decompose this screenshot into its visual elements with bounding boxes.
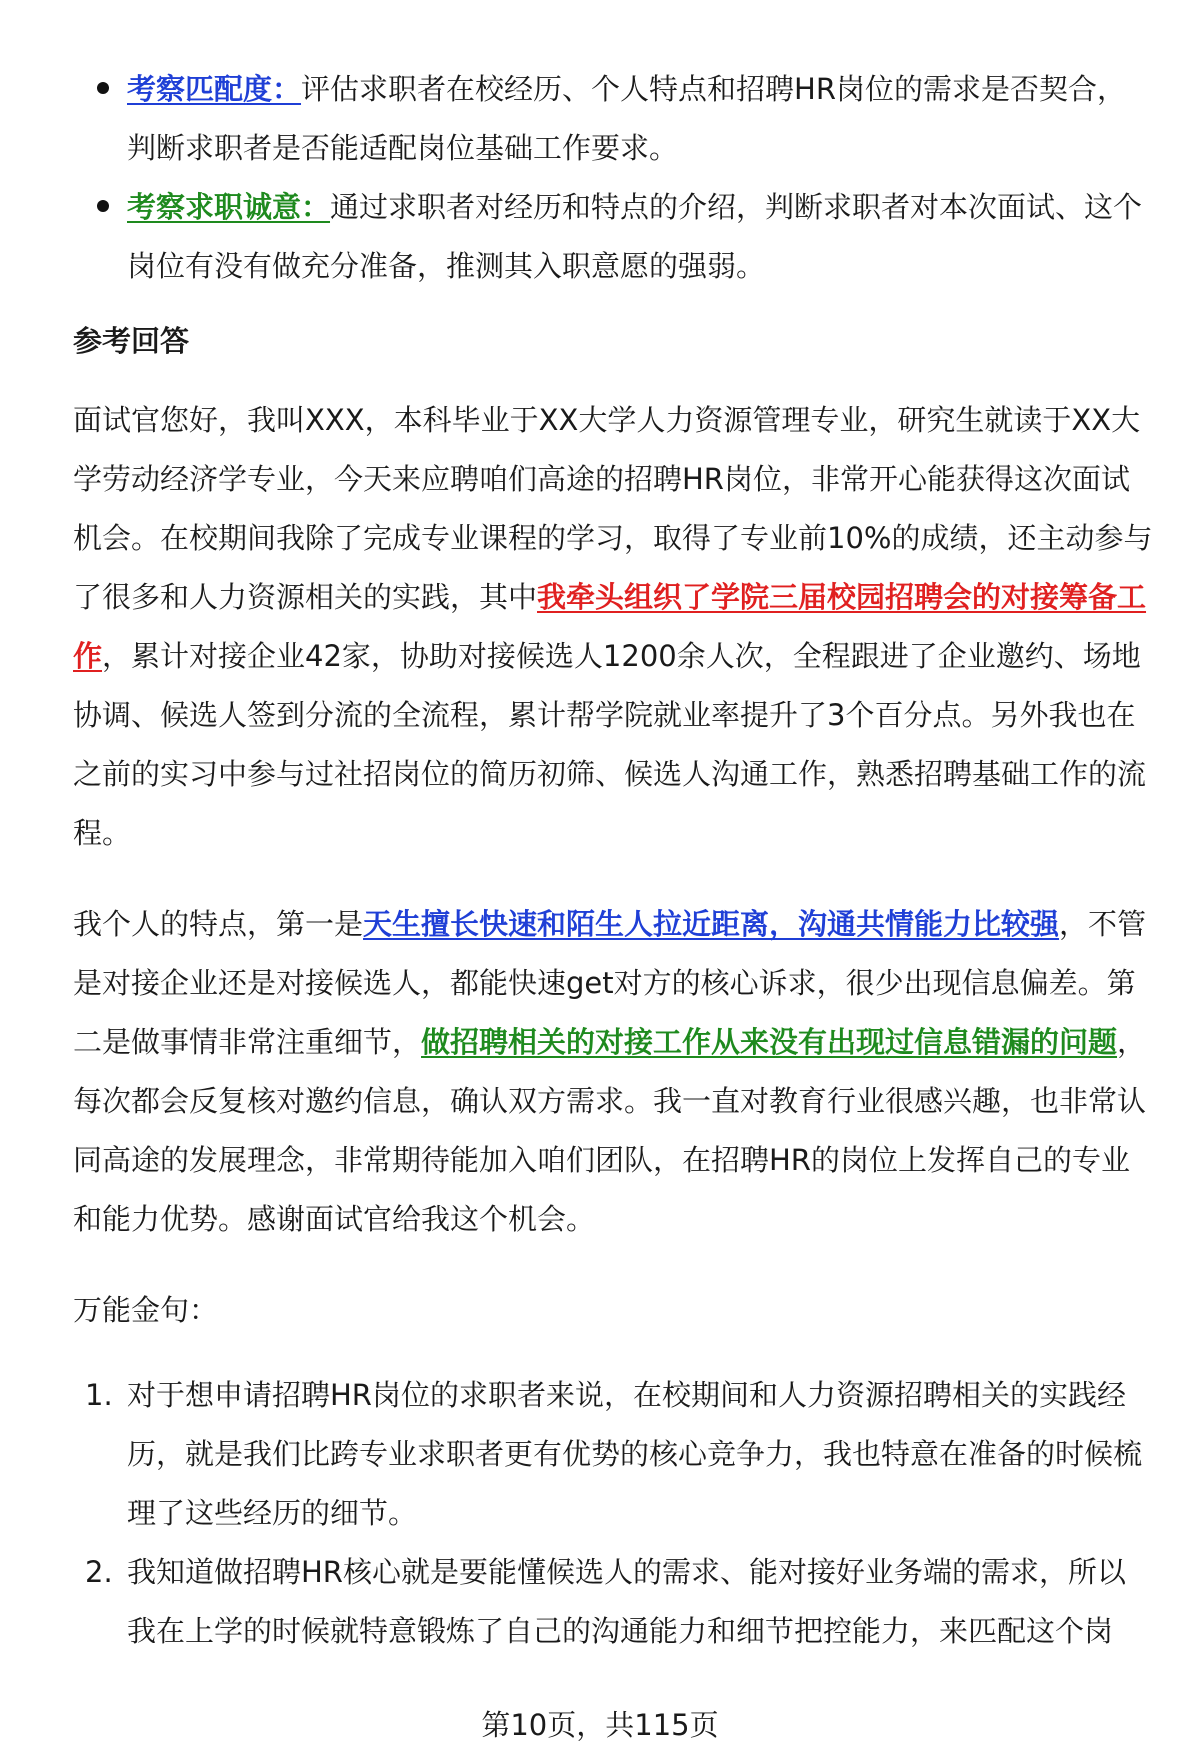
golden-sentences-list — [73, 1366, 1153, 1661]
list-item — [73, 178, 1153, 296]
list-item-text: 我知道做招聘HR核心就是要能懂候选人的需求、能对接好业务端的需求，所以我在上学的时候就特意锻炼了自己的沟通能力和细节把控能力，来匹配这个岗 — [127, 1555, 1126, 1648]
answer-text: ，不管是对接企业还是对接候选人，都能快速get对方的核心诉求，很少出现信息偏差。第二是做事情非常注重细节， — [73, 907, 1147, 1059]
assessment-points-list — [73, 60, 1153, 296]
list-number: 1. — [85, 1378, 113, 1412]
bullet-text-match: 评估求职者在校经历、个人特点和招聘HR岗位的需求是否契合，判断求职者是否能适配岗位基础工作要求。 — [127, 72, 1126, 165]
list-item — [73, 1543, 1153, 1661]
bullet-label-sincerity: 考察求职诚意： — [127, 190, 331, 224]
bullet-dot-icon — [97, 200, 109, 212]
answer-paragraph-1 — [73, 391, 1153, 863]
highlight-green: 做招聘相关的对接工作从来没有出现过信息错漏的问题 — [421, 1025, 1118, 1059]
list-item-text: 对于想申请招聘HR岗位的求职者来说，在校期间和人力资源招聘相关的实践经历，就是我们比跨专业求职者更有优势的核心竞争力，我也特意在准备的时候梳理了这些经历的细节。 — [127, 1378, 1143, 1530]
page-footer: 第10页，共115页 — [481, 1708, 719, 1742]
highlight-red: 我牵头组织了学院三届校园招聘会的对接筹备工作 — [73, 580, 1147, 673]
golden-sentences-title: 万能金句： — [73, 1293, 219, 1327]
section-title: 参考回答 — [73, 324, 190, 358]
bullet-label-match: 考察匹配度： — [127, 72, 302, 106]
answer-paragraph-2 — [73, 895, 1153, 1249]
page-content — [73, 60, 1153, 1661]
highlight-blue: 天生擅长快速和陌生人拉近距离，沟通共情能力比较强 — [363, 907, 1060, 941]
list-number: 2. — [85, 1555, 113, 1589]
answer-text: 面试官您好，我叫XXX，本科毕业于XX大学人力资源管理专业，研究生就读于XX大学劳动经济学专业，今天来应聘咱们高途的招聘HR岗位，非常开心能获得这次面试机会。在校期间我除了完成专业课程的学习，取得了专业前10%的成绩，还主动参与了很多和人力资源相关的实践，其中 — [73, 403, 1153, 614]
answer-text: 我个人的特点，第一是 — [73, 907, 364, 941]
list-item — [73, 1366, 1153, 1543]
answer-text: ，累计对接企业42家，协助对接候选人1200余人次，全程跟进了企业邀约、场地协调、候选人签到分流的全流程，累计帮学院就业率提升了3个百分点。另外我也在之前的实习中参与过社招岗位的简历初筛、候选人沟通工作，熟悉招聘基础工作的流程。 — [73, 639, 1147, 850]
bullet-text-sincerity: 通过求职者对经历和特点的介绍，判断求职者对本次面试、这个岗位有没有做充分准备，推测其入职意愿的强弱。 — [127, 190, 1143, 283]
answer-text: ，每次都会反复核对邀约信息，确认双方需求。我一直对教育行业很感兴趣，也非常认同高途的发展理念，非常期待能加入咱们团队，在招聘HR的岗位上发挥自己的专业和能力优势。感谢面试官给我这个机会。 — [73, 1025, 1147, 1236]
list-item — [73, 60, 1153, 178]
bullet-dot-icon — [97, 82, 109, 94]
